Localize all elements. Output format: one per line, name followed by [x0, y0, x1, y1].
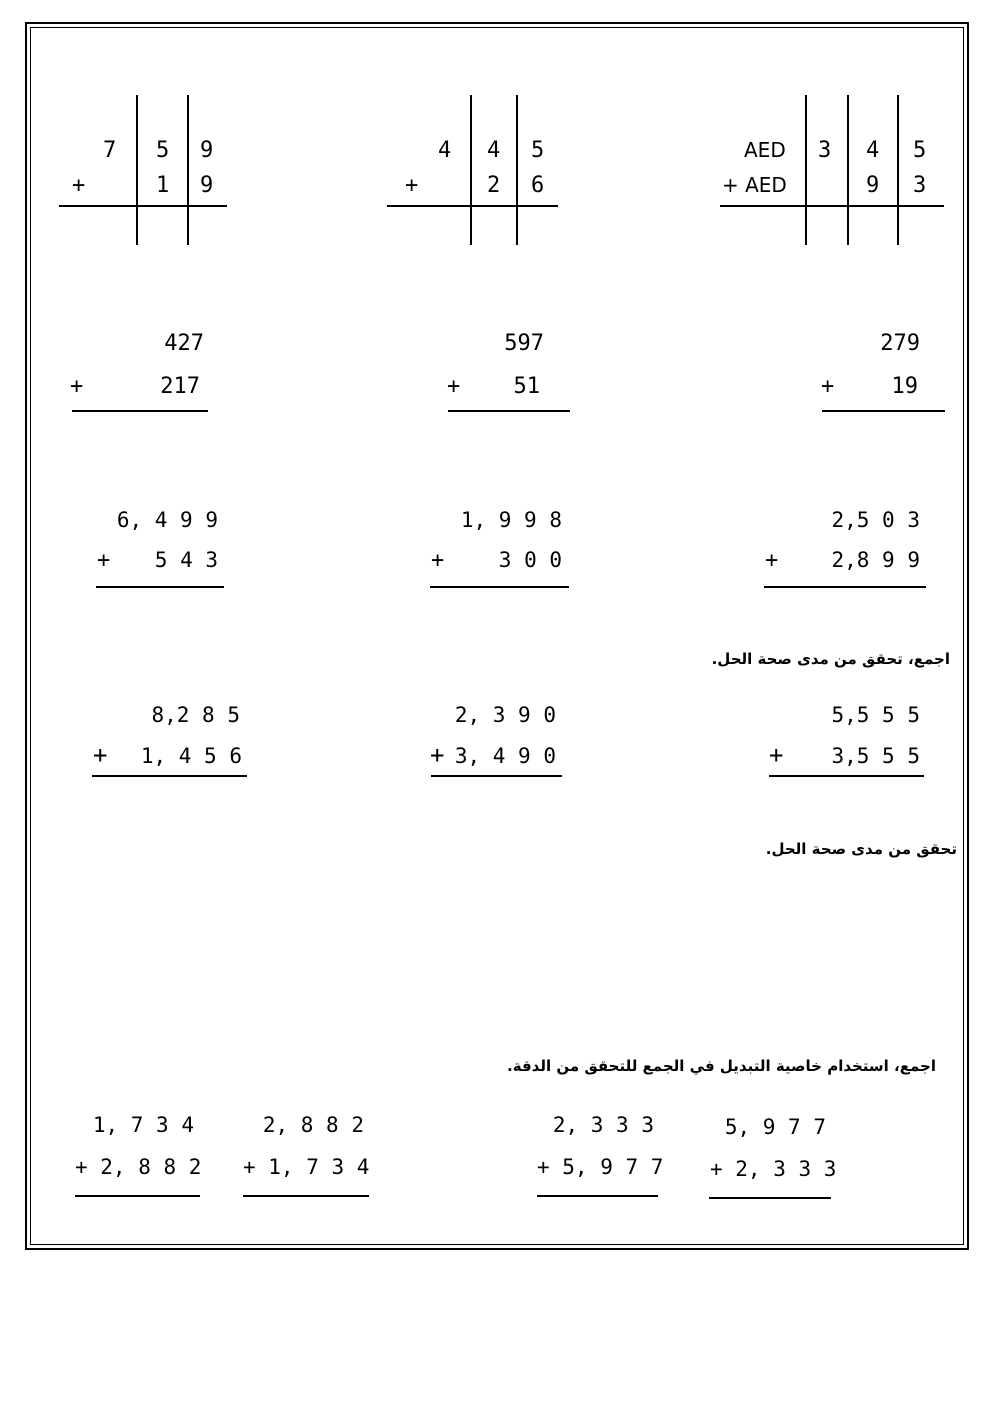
- addend-bottom: 3,5 5 5: [831, 744, 920, 768]
- addend-bottom: + 1, 7 3 4: [243, 1155, 370, 1179]
- addend-bottom: 3 0 0: [498, 548, 562, 572]
- digit: 5: [156, 138, 170, 163]
- addend-top: 8,2 8 5: [151, 703, 240, 727]
- addend-bottom: + 2, 8 8 2: [75, 1155, 202, 1179]
- addend-bottom: 217: [160, 374, 200, 399]
- digit: 9: [200, 173, 214, 198]
- addend-bottom: 3, 4 9 0: [454, 744, 556, 768]
- plus-sign: +: [430, 741, 445, 769]
- addend-bottom: 2,8 9 9: [831, 548, 920, 572]
- addend-top: 427: [164, 331, 204, 356]
- addend-top: 5, 9 7 7: [724, 1115, 826, 1139]
- digit: 6: [531, 173, 545, 198]
- answer-line: [537, 1195, 658, 1197]
- answer-line: [764, 586, 926, 588]
- plus-sign: +: [447, 374, 461, 399]
- addend-bottom: + 2, 3 3 3: [710, 1157, 837, 1181]
- plus-sign: +: [431, 548, 445, 573]
- answer-line: [243, 1195, 369, 1197]
- addend-top: 2,5 0 3: [831, 508, 920, 532]
- instruction-add-check: اجمع، تحقق من مدى صحة الحل.: [711, 650, 950, 668]
- plus-sign: +: [405, 173, 419, 198]
- answer-line: [709, 1197, 831, 1199]
- addend-top: 2, 8 8 2: [262, 1113, 364, 1137]
- instruction-commutative: اجمع، استخدام خاصية التبديل في الجمع للتحقق من الدقة.: [507, 1057, 936, 1075]
- digit: 1: [156, 173, 170, 198]
- digit: 9: [866, 173, 880, 198]
- answer-line: [92, 775, 247, 777]
- digit: 4: [487, 138, 501, 163]
- plus-sign: +: [72, 173, 86, 198]
- answer-line: [769, 775, 924, 777]
- digit: 5: [913, 138, 927, 163]
- addend-top: 1, 9 9 8: [460, 508, 562, 532]
- answer-line: [72, 410, 208, 412]
- currency-label: AED: [744, 138, 786, 162]
- addend-top: 5,5 5 5: [831, 703, 920, 727]
- addend-top: 279: [880, 331, 920, 356]
- addend-bottom: + 5, 9 7 7: [537, 1155, 664, 1179]
- digit: 5: [531, 138, 545, 163]
- addend-top: 2, 3 3 3: [552, 1113, 654, 1137]
- addend-bottom: 51: [513, 374, 540, 399]
- currency-label: + AED: [722, 173, 787, 197]
- digit: 4: [438, 138, 452, 163]
- plus-sign: +: [821, 374, 835, 399]
- addend-top: 6, 4 9 9: [116, 508, 218, 532]
- addend-bottom: 19: [891, 374, 918, 399]
- addend-top: 597: [504, 331, 544, 356]
- addend-top: 1, 7 3 4: [92, 1113, 194, 1137]
- digit: 3: [913, 173, 927, 198]
- answer-line: [96, 586, 224, 588]
- instruction-check: تحقق من مدى صحة الحل.: [765, 840, 957, 858]
- answer-line: [448, 410, 570, 412]
- answer-line: [822, 410, 945, 412]
- addend-bottom: 1, 4 5 6: [140, 744, 242, 768]
- answer-line: [430, 586, 569, 588]
- digit: 4: [866, 138, 880, 163]
- digit: 2: [487, 173, 501, 198]
- answer-line: [431, 775, 562, 777]
- addend-bottom: 5 4 3: [154, 548, 218, 572]
- plus-sign: +: [765, 548, 779, 573]
- plus-sign: +: [70, 374, 84, 399]
- plus-sign: +: [97, 548, 111, 573]
- digit: 9: [200, 138, 214, 163]
- answer-line: [75, 1195, 200, 1197]
- plus-sign: +: [769, 741, 784, 769]
- addend-top: 2, 3 9 0: [454, 703, 556, 727]
- digit: 7: [103, 138, 117, 163]
- plus-sign: +: [93, 741, 108, 769]
- digit: 3: [818, 138, 832, 163]
